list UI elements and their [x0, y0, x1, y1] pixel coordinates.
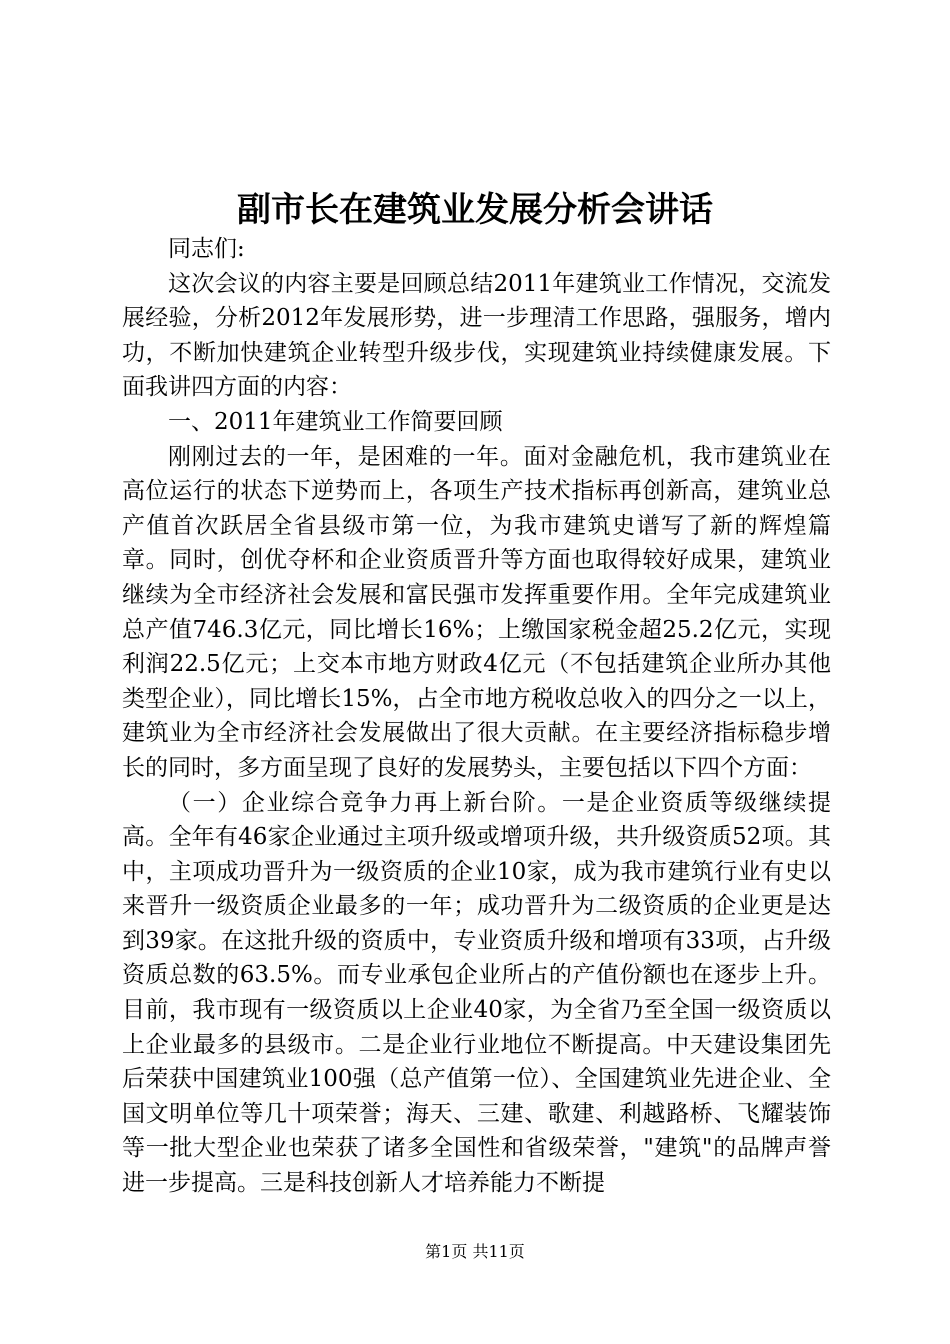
document-body	[122, 232, 831, 1201]
page-footer: 第1页 共11页	[425, 1242, 525, 1261]
subsection-paragraph: （一）企业综合竞争力再上新台阶。一是企业资质等级继续提高。全年有46家企业通过主项升级或增项升级，共升级资质52项。其中，主项成功晋升为一级资质的企业10家，成为我市建筑行业有史以来晋升一级资质企业最多的一年；成功晋升为二级资质的企业更是达到39家。在这批升级的资质中，专业资质升级和增项有33项，占升级资质总数的63.5%。而专业承包企业所占的产值份额也在逐步上升。目前，我市现有一级资质以上企业40家，为全省乃至全国一级资质以上企业最多的县级市。二是企业行业地位不断提高。中天建设集团先后荣获中国建筑业100强（总产值第一位）、全国建筑业先进企业、全国文明单位等几十项荣誉；海天、三建、歌建、利越路桥、飞耀装饰等一批大型企业也荣获了诸多全国性和省级荣誉，"建筑"的品牌声誉进一步提高。三是科技创新人才培养能力不断提	[122, 789, 831, 1197]
document-title: 副市长在建筑业发展分析会讲话	[237, 190, 713, 230]
review-paragraph: 刚刚过去的一年，是困难的一年。面对金融危机，我市建筑业在高位运行的状态下逆势而上，各项生产技术指标再创新高，建筑业总产值首次跃居全省县级市第一位，为我市建筑史谱写了新的辉煌篇章。同时，创优夺杯和企业资质晋升等方面也取得较好成果，建筑业继续为全市经济社会发展和富民强市发挥重要作用。全年完成建筑业总产值746.3亿元，同比增长16%；上缴国家税金超25.2亿元，实现利润22.5亿元；上交本市地方财政4亿元（不包括建筑企业所办其他类型企业），同比增长15%，占全市地方税收总收入的四分之一以上，建筑业为全市经济社会发展做出了很大贡献。在主要经济指标稳步增长的同时，多方面呈现了良好的发展势头，主要包括以下四个方面：	[122, 443, 831, 781]
salutation-paragraph: 同志们:	[168, 236, 245, 262]
intro-paragraph: 这次会议的内容主要是回顾总结2011年建筑业工作情况，交流发展经验，分析2012年发展形势，进一步理清工作思路，强服务，增内功，不断加快建筑企业转型升级步伐，实现建筑业持续健康发展。下面我讲四方面的内容：	[122, 270, 831, 401]
section-heading: 一、2011年建筑业工作简要回顾	[168, 408, 503, 435]
